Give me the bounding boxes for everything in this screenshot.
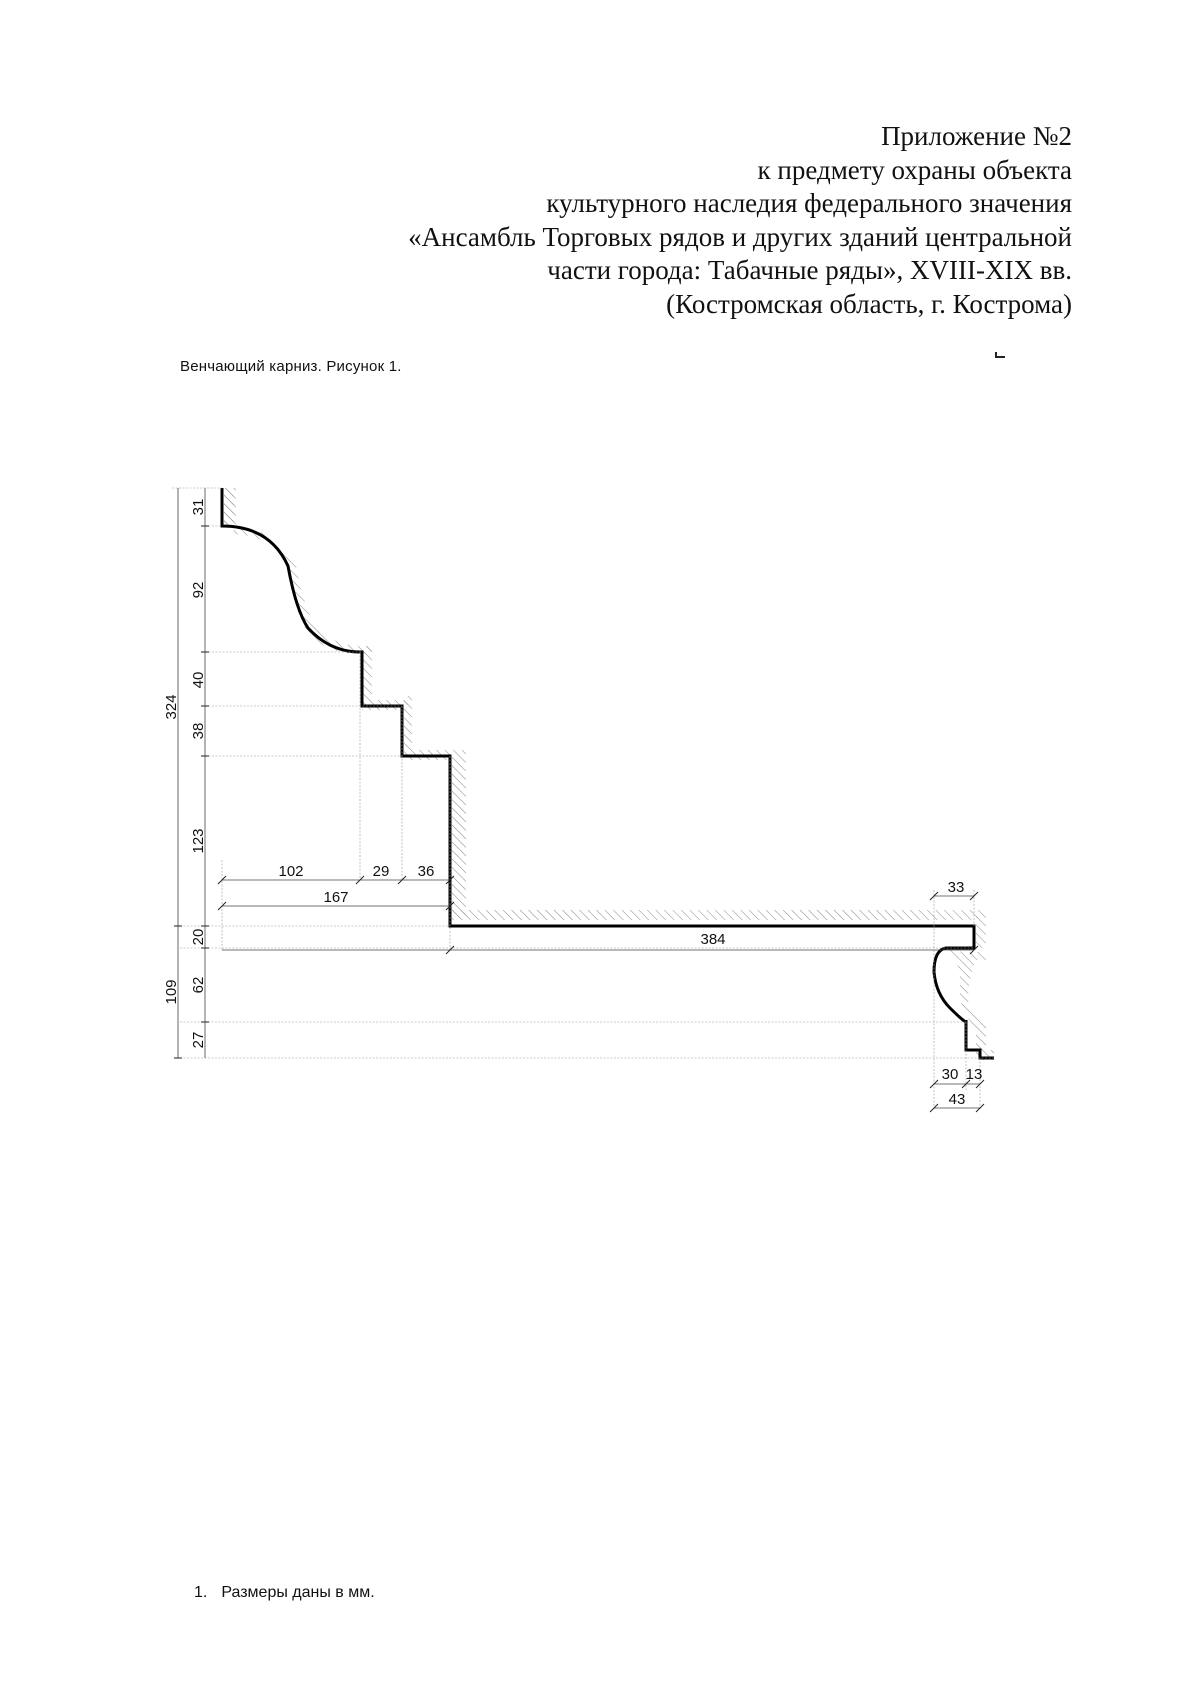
dim-33: 33 bbox=[947, 879, 965, 896]
dim-31: 31 bbox=[190, 498, 207, 516]
footnote-text: Размеры даны в мм. bbox=[221, 1584, 375, 1601]
vertical-dimension-labels bbox=[163, 499, 207, 1049]
hatching bbox=[224, 488, 994, 1060]
dim-167: 167 bbox=[323, 889, 349, 906]
dim-109: 109 bbox=[163, 979, 180, 1005]
dim-40: 40 bbox=[190, 671, 207, 689]
cornice-profile-line bbox=[222, 488, 994, 1058]
dim-36: 36 bbox=[417, 863, 435, 880]
header-line-4: «Ансамбль Торговых рядов и других зданий центральной bbox=[408, 221, 1072, 252]
header-line-1: Приложение №2 bbox=[881, 121, 1072, 151]
dim-102: 102 bbox=[278, 863, 304, 880]
dim-20: 20 bbox=[190, 928, 207, 946]
dim-62: 62 bbox=[190, 976, 207, 994]
dim-38: 38 bbox=[190, 722, 207, 740]
dim-123: 123 bbox=[190, 828, 207, 854]
figure-caption: Венчающий карниз. Рисунок 1. bbox=[180, 358, 402, 375]
dim-92: 92 bbox=[190, 581, 207, 599]
dim-27: 27 bbox=[190, 1031, 207, 1049]
dim-30: 30 bbox=[941, 1066, 959, 1083]
vertical-dimensions bbox=[172, 488, 222, 1058]
header-line-5: части города: Табачные ряды», XVIII-XIX вв. bbox=[547, 255, 1072, 285]
dim-384: 384 bbox=[700, 931, 726, 948]
horizontal-dimension-labels bbox=[278, 863, 982, 1108]
dim-13: 13 bbox=[965, 1066, 983, 1083]
header-line-6: (Костромская область, г. Кострома) bbox=[666, 288, 1072, 319]
footnote bbox=[194, 1584, 375, 1602]
dim-29: 29 bbox=[372, 863, 390, 880]
header-line-3: культурного наследия федерального значения bbox=[546, 188, 1072, 218]
footnote-number: 1. bbox=[194, 1584, 208, 1601]
header-line-2: к предмету охраны объекта bbox=[757, 154, 1072, 185]
dim-43: 43 bbox=[948, 1091, 966, 1108]
dim-324: 324 bbox=[163, 694, 180, 720]
